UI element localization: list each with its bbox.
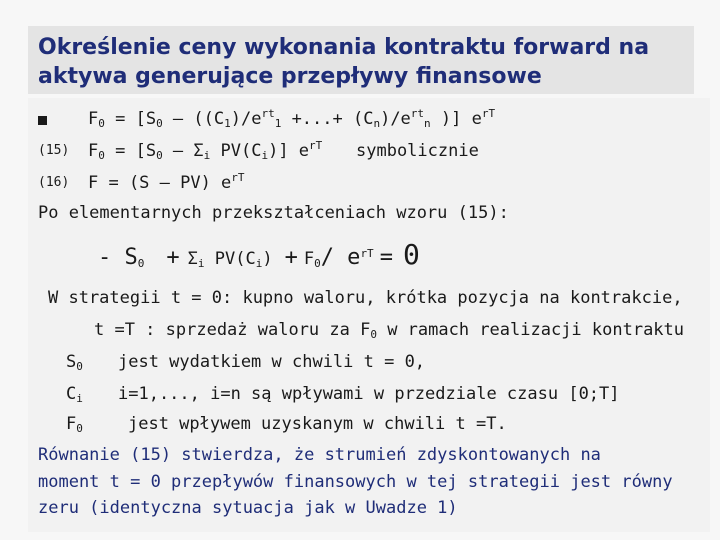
- symbol-sub: 0: [76, 422, 83, 435]
- formula-sub: i: [255, 257, 263, 270]
- definition-ci-text: i=1,..., i=n są wpływami w przedziale czasu [0;T]: [118, 384, 620, 404]
- symbol-sub: 0: [76, 360, 83, 373]
- formula-part: F: [88, 109, 99, 129]
- formula-sub: 0: [314, 257, 321, 270]
- formula-part: = [S: [104, 141, 157, 161]
- formula-sup: rt: [410, 107, 425, 120]
- equation-number-15: (15): [38, 143, 70, 158]
- conclusion-line-3: zeru (identyczna sytuacja jak w Uwadze 1): [38, 498, 458, 518]
- formula-part: = [S: [104, 109, 157, 129]
- formula-part: )] e: [268, 141, 310, 161]
- formula-part: 0: [402, 238, 420, 271]
- formula-part: Σ: [187, 249, 198, 269]
- formula-sub: 0: [98, 117, 105, 130]
- content-area: [28, 98, 710, 532]
- formula-part: F: [303, 249, 315, 269]
- symbol: C: [66, 384, 77, 404]
- formula-part: / e: [320, 245, 361, 270]
- symbol: F: [66, 414, 77, 434]
- formula-sub: 1: [224, 117, 231, 130]
- formula-part: ): [262, 249, 273, 269]
- formula-sub: 0: [98, 149, 105, 162]
- conclusion-line-2: moment t = 0 przepływów finansowych w tej strategii jest równy: [38, 472, 673, 492]
- formula-sub: n: [373, 117, 381, 130]
- definition-s0-text: jest wydatkiem w chwili t = 0,: [118, 352, 426, 372]
- formula-part: PV(C: [210, 141, 262, 161]
- formula-sub: 0: [137, 257, 145, 270]
- formula-part: - S: [98, 245, 138, 270]
- bullet-formula: [88, 108, 495, 130]
- formula-sup: rT: [231, 171, 245, 184]
- bullet-square-icon: [38, 116, 47, 125]
- intro-text: Po elementarnych przekształceniach wzoru (15):: [38, 203, 509, 223]
- formula-part: – Σ: [162, 141, 204, 161]
- formula-part: )/e: [230, 109, 262, 129]
- formula-sub: n: [424, 117, 431, 130]
- formula-part: PV(C: [204, 249, 256, 269]
- formula-part: +: [166, 245, 180, 270]
- formula-part: +: [284, 245, 298, 270]
- formula-part: =: [379, 245, 393, 270]
- formula-sup: rT: [481, 107, 496, 120]
- text-sub: 0: [370, 328, 377, 341]
- definition-f0-text: jest wpływem uzyskanym w chwili t =T.: [128, 414, 507, 434]
- text-part: t =T : sprzedaż waloru za F: [94, 320, 371, 340]
- equation-15: [88, 140, 322, 162]
- conclusion-line-1: Równanie (15) stwierdza, że strumień zdyskontowanych na: [38, 445, 601, 465]
- main-equation: [98, 240, 420, 274]
- text-part: w ramach realizacji kontraktu: [376, 320, 685, 340]
- formula-sub: 0: [156, 117, 163, 130]
- formula-part: F: [88, 141, 99, 161]
- formula-part: – ((C: [162, 109, 225, 129]
- slide-title: Określenie ceny wykonania kontraktu forward na aktywa generujące przepływy finansowe: [38, 35, 650, 89]
- formula-sup: rt: [261, 107, 275, 120]
- formula-sup: rT: [360, 247, 374, 260]
- formula-sub: 1: [274, 117, 282, 130]
- formula-part: +...+ (C: [281, 109, 374, 129]
- symbol-sub: i: [76, 392, 83, 405]
- equation-16: [88, 172, 245, 194]
- symbol: S: [66, 352, 77, 372]
- definition-s0-symbol: [66, 351, 83, 373]
- definition-ci-symbol: [66, 383, 83, 405]
- formula-sub: 0: [156, 149, 163, 162]
- formula-part: )] e: [430, 109, 482, 129]
- equation-15-note: symbolicznie: [356, 141, 479, 161]
- formula-sup: rT: [309, 139, 323, 152]
- strategy-line-1: W strategii t = 0: kupno waloru, krótka pozycja na kontrakcie,: [48, 288, 683, 308]
- formula-sub: i: [197, 257, 205, 270]
- strategy-line-2: [94, 319, 684, 341]
- formula-part: F = (S – PV) e: [88, 173, 232, 193]
- equation-number-16: (16): [38, 175, 70, 190]
- formula-sub: i: [261, 149, 269, 162]
- formula-sub: i: [203, 149, 211, 162]
- formula-part: )/e: [380, 109, 411, 129]
- definition-f0-symbol: [66, 413, 83, 435]
